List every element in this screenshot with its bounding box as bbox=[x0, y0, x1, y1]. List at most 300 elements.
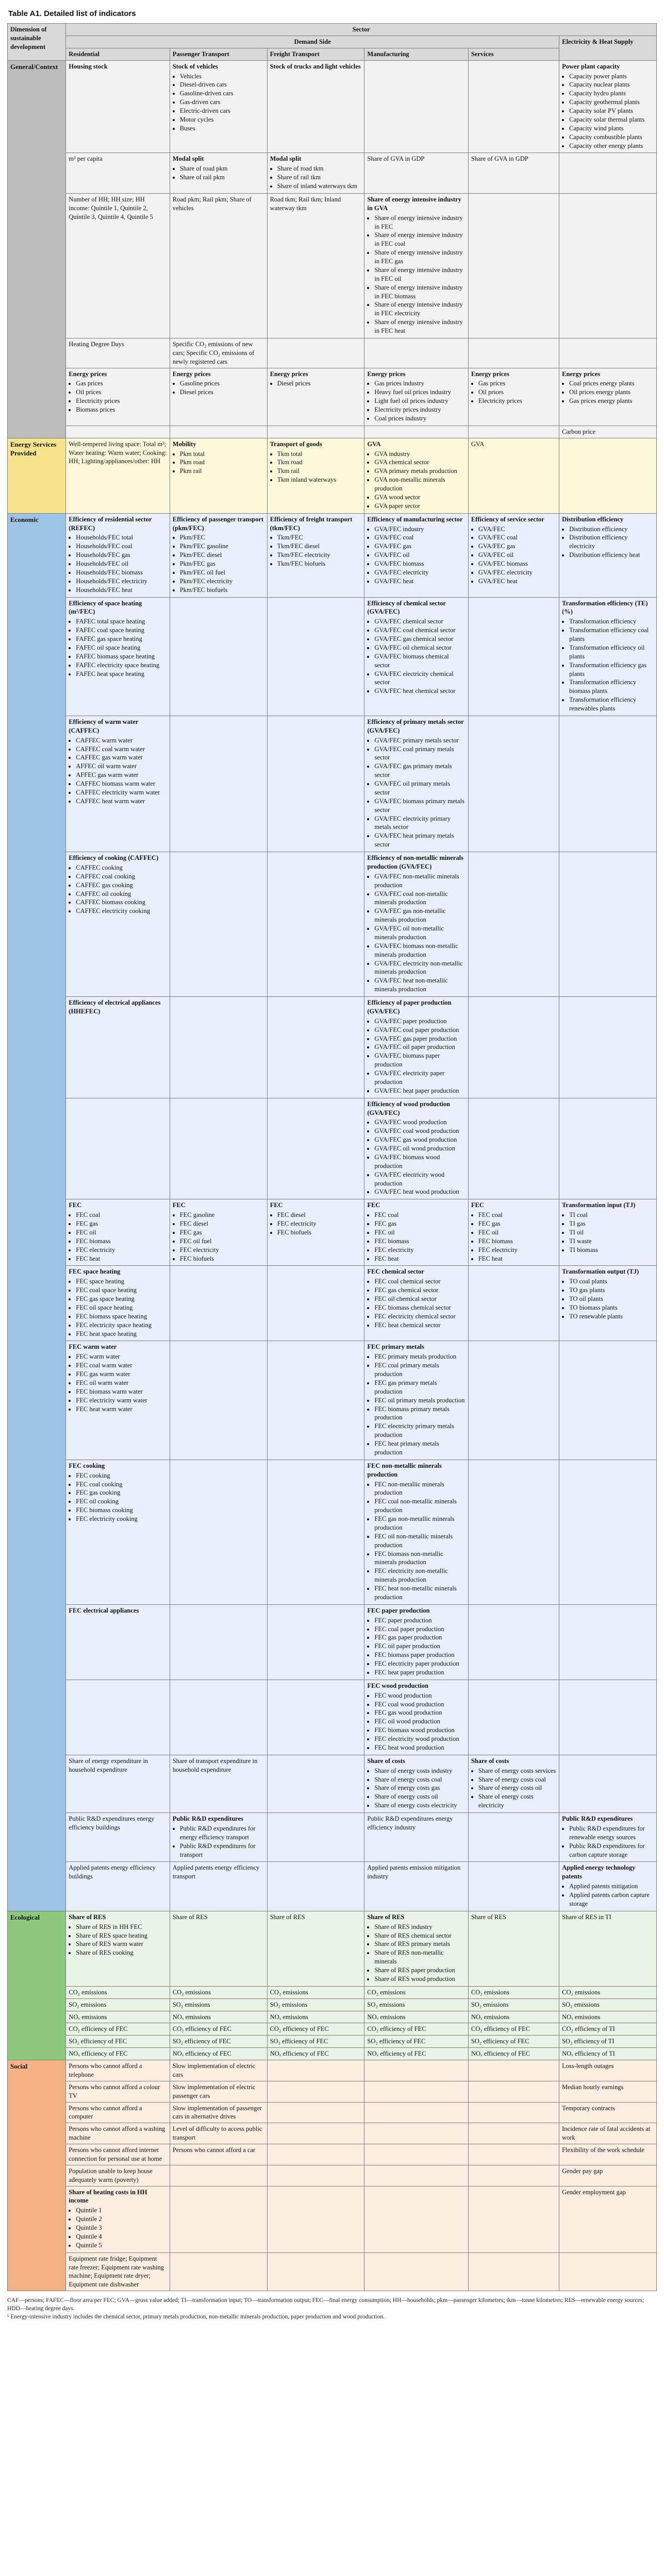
header-passenger-transport: Passenger Transport bbox=[170, 48, 267, 60]
indicator-list bbox=[180, 1824, 264, 1859]
indicator-text: Share of GVA in GDP bbox=[471, 155, 528, 163]
indicator-list bbox=[374, 1480, 465, 1602]
cell-freight-transport bbox=[267, 852, 364, 997]
indicator-text: Number of HH; HH size; HH income: Quintile 1, Quintile 2, Quintile 3, Quintile 4, Quintile 5 bbox=[69, 195, 153, 221]
indicator-list bbox=[374, 617, 465, 696]
cell-residential bbox=[66, 1341, 170, 1460]
indicator-item: • FAFEC heat space heating bbox=[76, 670, 167, 679]
table-row bbox=[8, 1604, 657, 1680]
indicator-item: • FEC diesel bbox=[277, 1211, 362, 1219]
cell-services bbox=[468, 2102, 559, 2123]
indicator-item: • FEC biofuels bbox=[180, 1255, 264, 1263]
table-row bbox=[8, 438, 657, 513]
cell-passenger-transport bbox=[170, 2252, 267, 2291]
indicator-label: FEC space heating bbox=[69, 1268, 121, 1276]
indicator-text: Road pkm; Rail pkm; Share of vehicles bbox=[172, 195, 252, 212]
cell-electricity-heat bbox=[559, 1098, 657, 1199]
cell-services bbox=[468, 2048, 559, 2060]
indicator-label: Efficiency of manufacturing sector bbox=[367, 515, 463, 523]
indicator-text: Population unable to keep house adequately warm (poverty) bbox=[69, 2167, 153, 2183]
indicator-item: • Gasoline prices bbox=[180, 379, 264, 388]
cell-electricity-heat bbox=[559, 513, 657, 597]
indicator-item: • GVA/FEC oil wood production bbox=[374, 1144, 465, 1153]
cell-freight-transport bbox=[267, 438, 364, 513]
indicator-text: Carbon price bbox=[562, 428, 596, 435]
cell-residential bbox=[66, 2060, 170, 2081]
indicator-text: SO₂ emissions bbox=[471, 2001, 509, 2008]
indicator-list bbox=[374, 872, 465, 994]
indicator-label: Efficiency of passenger transport (pkm/FEC) bbox=[172, 515, 264, 532]
indicator-item: • TI biomass bbox=[569, 1246, 654, 1255]
dimension-sdgs: General/Context bbox=[8, 60, 66, 438]
indicator-item: • GVA/FEC coal bbox=[478, 533, 556, 542]
indicator-item: • GVA/FEC primary metals sector bbox=[374, 736, 465, 745]
cell-residential bbox=[66, 513, 170, 597]
indicator-label: FEC warm water bbox=[69, 1343, 117, 1351]
indicator-item: • Gas prices bbox=[478, 379, 556, 388]
indicator-item: • FEC electricity chemical sector bbox=[374, 1312, 465, 1321]
indicator-item: • Coal prices industry bbox=[374, 414, 465, 423]
indicator-item: • CAFFEC heat warm water bbox=[76, 797, 167, 806]
cell-electricity-heat bbox=[559, 1341, 657, 1460]
indicator-item: • TO coal plants bbox=[569, 1277, 654, 1286]
indicator-label: FEC cooking bbox=[69, 1462, 105, 1469]
indicator-item: • Gas prices industry bbox=[374, 379, 465, 388]
cell-manufacturing bbox=[364, 438, 468, 513]
indicator-item: • GVA non-metallic minerals production bbox=[374, 476, 465, 493]
cell-passenger-transport bbox=[170, 997, 267, 1098]
cell-freight-transport bbox=[267, 2165, 364, 2186]
indicator-item: • Tkm/FEC electricity bbox=[277, 551, 362, 560]
indicator-item: • Share of energy costs electricity bbox=[374, 1801, 465, 1810]
indicator-item: • Capacity geothermal plants bbox=[569, 98, 654, 107]
cell-freight-transport bbox=[267, 2060, 364, 2081]
indicator-item: • Gasoline-driven cars bbox=[180, 89, 264, 98]
cell-freight-transport bbox=[267, 1341, 364, 1460]
cell-services bbox=[468, 438, 559, 513]
indicator-item: • FEC gasoline bbox=[180, 1211, 264, 1219]
indicator-text: Share of GVA in GDP bbox=[367, 155, 425, 163]
cell-electricity-heat bbox=[559, 193, 657, 338]
indicator-item: • Share of RES cooking bbox=[76, 1948, 167, 1957]
cell-manufacturing bbox=[364, 1460, 468, 1604]
indicator-item: • FEC gas bbox=[180, 1228, 264, 1237]
indicator-item: • Households/FEC coal bbox=[76, 542, 167, 551]
indicator-list bbox=[374, 1017, 465, 1095]
indicator-item: • GVA chemical sector bbox=[374, 458, 465, 467]
indicator-item: • FEC electricity primary metals production bbox=[374, 1422, 465, 1439]
indicator-item: • GVA/FEC heat bbox=[374, 577, 465, 586]
indicator-label: FEC bbox=[69, 1201, 82, 1209]
indicator-item: • Buses bbox=[180, 124, 264, 133]
indicator-label: FEC wood production bbox=[367, 1682, 428, 1689]
indicator-item: • FEC electricity non-metallic minerals production bbox=[374, 1567, 465, 1584]
indicator-item: • GVA/FEC gas paper production bbox=[374, 1035, 465, 1043]
indicator-item: • Tkm rail bbox=[277, 467, 362, 476]
indicator-item: • FEC coal primary metals production bbox=[374, 1361, 465, 1379]
indicator-text: CO₂ emissions bbox=[69, 1988, 107, 1996]
indicator-item: • Quintile 1 bbox=[76, 2206, 167, 2215]
indicator-item: • Share of RES paper production bbox=[374, 1966, 465, 1975]
indicator-label: Efficiency of warm water (CAFFEC) bbox=[69, 718, 139, 734]
indicator-text: Road tkm; Rail tkm; Inland waterway tkm bbox=[270, 195, 341, 212]
cell-electricity-heat bbox=[559, 2048, 657, 2060]
indicator-item: • Biomass prices bbox=[76, 405, 167, 414]
indicator-list bbox=[180, 164, 264, 182]
indicator-text: Share of transport expenditure in household expenditure bbox=[172, 1757, 258, 1773]
cell-electricity-heat bbox=[559, 153, 657, 194]
indicator-item: • Distribution efficiency bbox=[569, 525, 654, 534]
indicator-text: SO₂ efficiency of FEC bbox=[172, 2038, 231, 2045]
indicator-label: Stock of vehicles bbox=[172, 62, 218, 70]
cell-services bbox=[468, 1199, 559, 1266]
indicator-label: FEC non-metallic minerals production bbox=[367, 1462, 442, 1478]
cell-manufacturing bbox=[364, 426, 468, 438]
indicator-item: • CAFFEC gas warm water bbox=[76, 753, 167, 762]
indicator-item: • Share of energy costs coal bbox=[478, 1775, 556, 1784]
indicator-list bbox=[76, 533, 167, 594]
indicator-item: • GVA/FEC coal primary metals sector bbox=[374, 745, 465, 762]
cell-services bbox=[468, 426, 559, 438]
cell-services bbox=[468, 2036, 559, 2048]
indicator-item: • FAFEC electricity space heating bbox=[76, 661, 167, 670]
indicator-item: • FEC coal wood production bbox=[374, 1700, 465, 1709]
indicator-text: CO₂ efficiency of FEC bbox=[270, 2025, 329, 2033]
cell-freight-transport bbox=[267, 426, 364, 438]
indicator-item: • GVA/FEC electricity non-metallic minerals production bbox=[374, 959, 465, 977]
cell-residential bbox=[66, 1862, 170, 1911]
indicator-item: • Electricity prices bbox=[76, 397, 167, 405]
indicator-item: • Tkm road bbox=[277, 458, 362, 467]
indicator-item: • FEC gas bbox=[76, 1219, 167, 1228]
indicator-item: • GVA/FEC chemical sector bbox=[374, 617, 465, 626]
indicator-item: • Quintile 2 bbox=[76, 2215, 167, 2224]
indicator-list bbox=[277, 164, 362, 191]
indicator-item: • FEC oil cooking bbox=[76, 1497, 167, 1506]
indicator-item: • Gas-driven cars bbox=[180, 98, 264, 107]
indicator-item: • TO gas plants bbox=[569, 1286, 654, 1295]
cell-services bbox=[468, 153, 559, 194]
indicator-list bbox=[277, 450, 362, 485]
cell-freight-transport bbox=[267, 1460, 364, 1604]
indicator-list bbox=[569, 1277, 654, 1320]
indicator-label: Power plant capacity bbox=[562, 62, 620, 70]
indicator-list bbox=[374, 1118, 465, 1196]
cell-electricity-heat bbox=[559, 1460, 657, 1604]
indicator-item: • FEC coal space heating bbox=[76, 1286, 167, 1295]
indicator-text: CO₂ emissions bbox=[471, 1988, 510, 1996]
indicator-list bbox=[569, 379, 654, 405]
indicator-item: • GVA/FEC coal chemical sector bbox=[374, 626, 465, 635]
indicator-item: • Share of RES wood production bbox=[374, 1975, 465, 1984]
indicator-text: Public R&D expenditures energy efficiency industry bbox=[367, 1815, 453, 1831]
indicator-item: • GVA/FEC biomass wood production bbox=[374, 1153, 465, 1171]
indicator-label: Efficiency of paper production (GVA/FEC) bbox=[367, 999, 452, 1015]
cell-services bbox=[468, 1341, 559, 1460]
indicator-item: • FEC biomass chemical sector bbox=[374, 1303, 465, 1312]
indicator-item: • Public R&D expenditures for renewable energy sources bbox=[569, 1824, 654, 1842]
indicator-item: • Share of energy intensive industry in FEC electricity bbox=[374, 300, 465, 318]
cell-residential bbox=[66, 1998, 170, 2011]
cell-residential bbox=[66, 716, 170, 852]
indicator-label: Share of RES bbox=[367, 1913, 405, 1921]
cell-services bbox=[468, 1098, 559, 1199]
indicator-text: Public R&D expenditures energy efficiency buildings bbox=[69, 1815, 155, 1831]
indicator-item: • Pkm/FEC gasoline bbox=[180, 542, 264, 551]
indicator-item: • Share of RES space heating bbox=[76, 1931, 167, 1940]
indicator-item: • CAFFEC warm water bbox=[76, 736, 167, 745]
indicator-item: • FEC coal paper production bbox=[374, 1625, 465, 1634]
indicator-item: • FEC gas chemical sector bbox=[374, 1286, 465, 1295]
cell-services bbox=[468, 2123, 559, 2144]
indicator-item: • Share of energy intensive industry in FEC oil bbox=[374, 266, 465, 283]
indicator-item: • Distribution efficiency electricity bbox=[569, 533, 654, 551]
indicator-label: FEC primary metals bbox=[367, 1343, 424, 1351]
cell-manufacturing bbox=[364, 2081, 468, 2102]
indicator-item: • CAFFEC biomass warm water bbox=[76, 779, 167, 788]
indicator-item: • FEC coal non-metallic minerals production bbox=[374, 1497, 465, 1515]
indicator-text: SO₂ emissions bbox=[367, 2001, 405, 2008]
cell-residential bbox=[66, 1460, 170, 1604]
indicator-item: • GVA/FEC gas wood production bbox=[374, 1136, 465, 1144]
cell-residential bbox=[66, 1680, 170, 1755]
cell-freight-transport bbox=[267, 1862, 364, 1911]
indicator-item: • GVA/FEC heat wood production bbox=[374, 1188, 465, 1196]
cell-electricity-heat bbox=[559, 1862, 657, 1911]
indicator-list bbox=[374, 1923, 465, 1984]
indicator-text: NOₓ emissions bbox=[270, 2013, 308, 2021]
indicator-item: • FEC heat non-metallic minerals production bbox=[374, 1584, 465, 1602]
table-title: Table A1. Detailed list of indicators bbox=[8, 9, 136, 18]
indicator-label: Energy prices bbox=[471, 370, 509, 378]
indicator-item: • FEC oil chemical sector bbox=[374, 1295, 465, 1303]
cell-freight-transport bbox=[267, 2252, 364, 2291]
indicator-item: • FEC biomass paper production bbox=[374, 1651, 465, 1659]
indicator-item: • GVA/FEC bbox=[478, 525, 556, 534]
indicator-item: • Pkm road bbox=[180, 458, 264, 467]
cell-passenger-transport bbox=[170, 1680, 267, 1755]
cell-freight-transport bbox=[267, 338, 364, 368]
indicator-item: • GVA/FEC biomass bbox=[374, 560, 465, 568]
dimension-economic: Economic bbox=[8, 513, 66, 1911]
indicator-item: • GVA/FEC heat paper production bbox=[374, 1087, 465, 1095]
indicator-item: • Capacity power plants bbox=[569, 72, 654, 81]
indicator-item: • GVA/FEC coal wood production bbox=[374, 1127, 465, 1136]
cell-residential bbox=[66, 2165, 170, 2186]
cell-residential bbox=[66, 1755, 170, 1812]
cell-passenger-transport bbox=[170, 1098, 267, 1199]
indicator-label: Distribution efficiency bbox=[562, 515, 624, 523]
cell-manufacturing bbox=[364, 716, 468, 852]
indicator-item: • Share of energy costs industry bbox=[374, 1767, 465, 1775]
table-row bbox=[8, 2144, 657, 2165]
cell-residential bbox=[66, 1986, 170, 1998]
indicator-text: SO₂ emissions bbox=[562, 2001, 600, 2008]
table-row bbox=[8, 153, 657, 194]
indicator-item: • Pkm/FEC oil fuel bbox=[180, 568, 264, 577]
indicator-item: • TI gas bbox=[569, 1219, 654, 1228]
indicator-item: • GVA/FEC oil paper production bbox=[374, 1043, 465, 1052]
table-row bbox=[8, 1755, 657, 1812]
cell-electricity-heat bbox=[559, 2060, 657, 2081]
cell-passenger-transport bbox=[170, 1199, 267, 1266]
indicator-label: Energy prices bbox=[367, 370, 406, 378]
indicator-list bbox=[569, 617, 654, 713]
indicator-text: NOₓ emissions bbox=[172, 2013, 211, 2021]
indicator-text: CO₂ emissions bbox=[562, 1988, 601, 1996]
indicator-list bbox=[277, 379, 362, 388]
indicator-item: • Share of energy costs coal bbox=[374, 1775, 465, 1784]
indicator-item: • Share of energy costs oil bbox=[478, 1784, 556, 1792]
cell-services bbox=[468, 2186, 559, 2252]
indicator-item: • FEC gas bbox=[478, 1219, 556, 1228]
indicator-list bbox=[478, 379, 556, 405]
cell-passenger-transport bbox=[170, 438, 267, 513]
cell-passenger-transport bbox=[170, 338, 267, 368]
indicator-item: • GVA/FEC heat non-metallic minerals production bbox=[374, 976, 465, 994]
indicator-text: Temporary contracts bbox=[562, 2104, 616, 2112]
cell-electricity-heat bbox=[559, 1266, 657, 1341]
cell-passenger-transport bbox=[170, 2011, 267, 2023]
indicator-text: SO₂ emissions bbox=[270, 2001, 308, 2008]
indicator-item: • Transformation efficiency gas plants bbox=[569, 661, 654, 679]
indicator-item: • GVA/FEC biomass chemical sector bbox=[374, 652, 465, 670]
indicator-item: • Share of rail tkm bbox=[277, 173, 362, 182]
indicator-list bbox=[374, 379, 465, 422]
cell-passenger-transport bbox=[170, 2036, 267, 2048]
cell-passenger-transport bbox=[170, 2186, 267, 2252]
indicator-item: • Heavy fuel oil prices industry bbox=[374, 388, 465, 397]
indicator-text: SO₂ efficiency of FEC bbox=[270, 2038, 328, 2045]
indicator-item: • Capacity other energy plants bbox=[569, 142, 654, 150]
indicator-text: Equipment rate fridge; Equipment rate freezer; Equipment rate washing machine; Equipment rate dryer; Equipment rate dishwasher bbox=[69, 2255, 164, 2289]
indicator-text: NOₓ emissions bbox=[562, 2013, 601, 2021]
cell-electricity-heat bbox=[559, 597, 657, 716]
header-manufacturing: Manufacturing bbox=[364, 48, 468, 60]
cell-residential bbox=[66, 2011, 170, 2023]
indicator-item: • GVA/FEC oil bbox=[374, 551, 465, 560]
indicator-list bbox=[374, 1767, 465, 1810]
cell-freight-transport bbox=[267, 2023, 364, 2036]
indicator-text: Slow implementation of electric passenger cars bbox=[172, 2083, 256, 2099]
cell-manufacturing bbox=[364, 2252, 468, 2291]
indicator-text: Share of RES bbox=[270, 1913, 305, 1921]
indicator-item: • FEC oil bbox=[478, 1228, 556, 1237]
indicator-item: • Transformation efficiency coal plants bbox=[569, 626, 654, 643]
indicator-item: • FEC space heating bbox=[76, 1277, 167, 1286]
indicator-item: • FEC biomass bbox=[76, 1237, 167, 1246]
cell-electricity-heat bbox=[559, 716, 657, 852]
cell-services bbox=[468, 2165, 559, 2186]
indicator-list bbox=[569, 1824, 654, 1859]
indicator-label: Efficiency of cooking (CAFFEC) bbox=[69, 854, 159, 861]
table-notes bbox=[7, 2296, 657, 2321]
cell-freight-transport bbox=[267, 597, 364, 716]
table-row bbox=[8, 1986, 657, 1998]
indicator-label: Transformation input (TJ) bbox=[562, 1201, 636, 1209]
indicator-item: • Coal prices energy plants bbox=[569, 379, 654, 388]
cell-freight-transport bbox=[267, 1986, 364, 1998]
indicator-item: • Share of energy costs services bbox=[478, 1767, 556, 1775]
indicator-item: • Households/FEC biomass bbox=[76, 568, 167, 577]
note-footnote: ¹ Energy-intensive industry includes the chemical sector, primary metals production, non-metallic minerals production, paper production and wood production. bbox=[7, 2314, 385, 2320]
cell-electricity-heat bbox=[559, 2165, 657, 2186]
indicator-list bbox=[478, 1211, 556, 1263]
table-row bbox=[8, 2048, 657, 2060]
indicator-label: Applied energy technology patents bbox=[562, 1864, 636, 1880]
indicator-item: • FEC heat wood production bbox=[374, 1743, 465, 1752]
cell-electricity-heat bbox=[559, 997, 657, 1098]
cell-freight-transport bbox=[267, 2123, 364, 2144]
table-body bbox=[8, 60, 657, 2291]
indicator-label: FEC electrical appliances bbox=[69, 1606, 139, 1614]
cell-passenger-transport bbox=[170, 2060, 267, 2081]
indicator-text: SO₂ efficiency of TI bbox=[562, 2038, 615, 2045]
indicator-item: • Share of inland waterways tkm bbox=[277, 182, 362, 191]
indicator-item: • FEC gas non-metallic minerals production bbox=[374, 1515, 465, 1532]
cell-passenger-transport bbox=[170, 2123, 267, 2144]
indicator-item: • Gas prices energy plants bbox=[569, 397, 654, 405]
indicator-label: FEC paper production bbox=[367, 1606, 430, 1614]
cell-electricity-heat bbox=[559, 60, 657, 153]
indicator-item: • TO oil plants bbox=[569, 1295, 654, 1303]
cell-electricity-heat bbox=[559, 338, 657, 368]
indicator-text: NOₓ efficiency of FEC bbox=[172, 2050, 231, 2058]
cell-services bbox=[468, 60, 559, 153]
indicator-item: • GVA/FEC gas non-metallic minerals production bbox=[374, 907, 465, 924]
indicator-text: Applied patents energy efficiency transport bbox=[172, 1864, 260, 1880]
cell-residential bbox=[66, 438, 170, 513]
indicator-text: CO₂ emissions bbox=[270, 1988, 308, 1996]
cell-services bbox=[468, 2144, 559, 2165]
indicator-text: Heating Degree Days bbox=[69, 340, 124, 348]
indicator-item: • FEC coal cooking bbox=[76, 1480, 167, 1489]
indicator-item: • GVA/FEC coal paper production bbox=[374, 1026, 465, 1035]
indicator-item: • CAFFEC electricity cooking bbox=[76, 907, 167, 916]
indicator-list bbox=[569, 1211, 654, 1254]
table-row bbox=[8, 2123, 657, 2144]
cell-services bbox=[468, 1862, 559, 1911]
cell-freight-transport bbox=[267, 1998, 364, 2011]
indicator-label: Efficiency of freight transport (tkm/FEC) bbox=[270, 515, 353, 532]
cell-services bbox=[468, 513, 559, 597]
cell-residential bbox=[66, 1266, 170, 1341]
indicator-item: • Households/FEC heat bbox=[76, 586, 167, 595]
indicator-item: • FEC electricity wood production bbox=[374, 1735, 465, 1743]
cell-services bbox=[468, 1998, 559, 2011]
indicator-label: Public R&D expenditures bbox=[562, 1815, 633, 1822]
indicator-label: Efficiency of service sector bbox=[471, 515, 544, 523]
indicator-label: Efficiency of chemical sector (GVA/FEC) bbox=[367, 599, 446, 616]
indicator-label: Energy prices bbox=[69, 370, 107, 378]
cell-freight-transport bbox=[267, 2048, 364, 2060]
indicator-list bbox=[76, 1471, 167, 1523]
indicator-item: • Pkm rail bbox=[180, 467, 264, 476]
indicator-item: • GVA/FEC heat chemical sector bbox=[374, 687, 465, 696]
indicator-item: • Gas prices bbox=[76, 379, 167, 388]
indicator-item: • Share of RES primary metals bbox=[374, 1940, 465, 1948]
indicator-list bbox=[76, 863, 167, 916]
cell-passenger-transport bbox=[170, 2023, 267, 2036]
cell-electricity-heat bbox=[559, 1680, 657, 1755]
table-row bbox=[8, 2011, 657, 2023]
indicator-text: CO₂ efficiency of TI bbox=[562, 2025, 615, 2033]
indicator-item: • GVA/FEC biomass paper production bbox=[374, 1052, 465, 1069]
indicator-list bbox=[277, 533, 362, 568]
indicator-item: • FEC primary metals production bbox=[374, 1352, 465, 1361]
cell-manufacturing bbox=[364, 1755, 468, 1812]
indicator-item: • Diesel prices bbox=[277, 379, 362, 388]
